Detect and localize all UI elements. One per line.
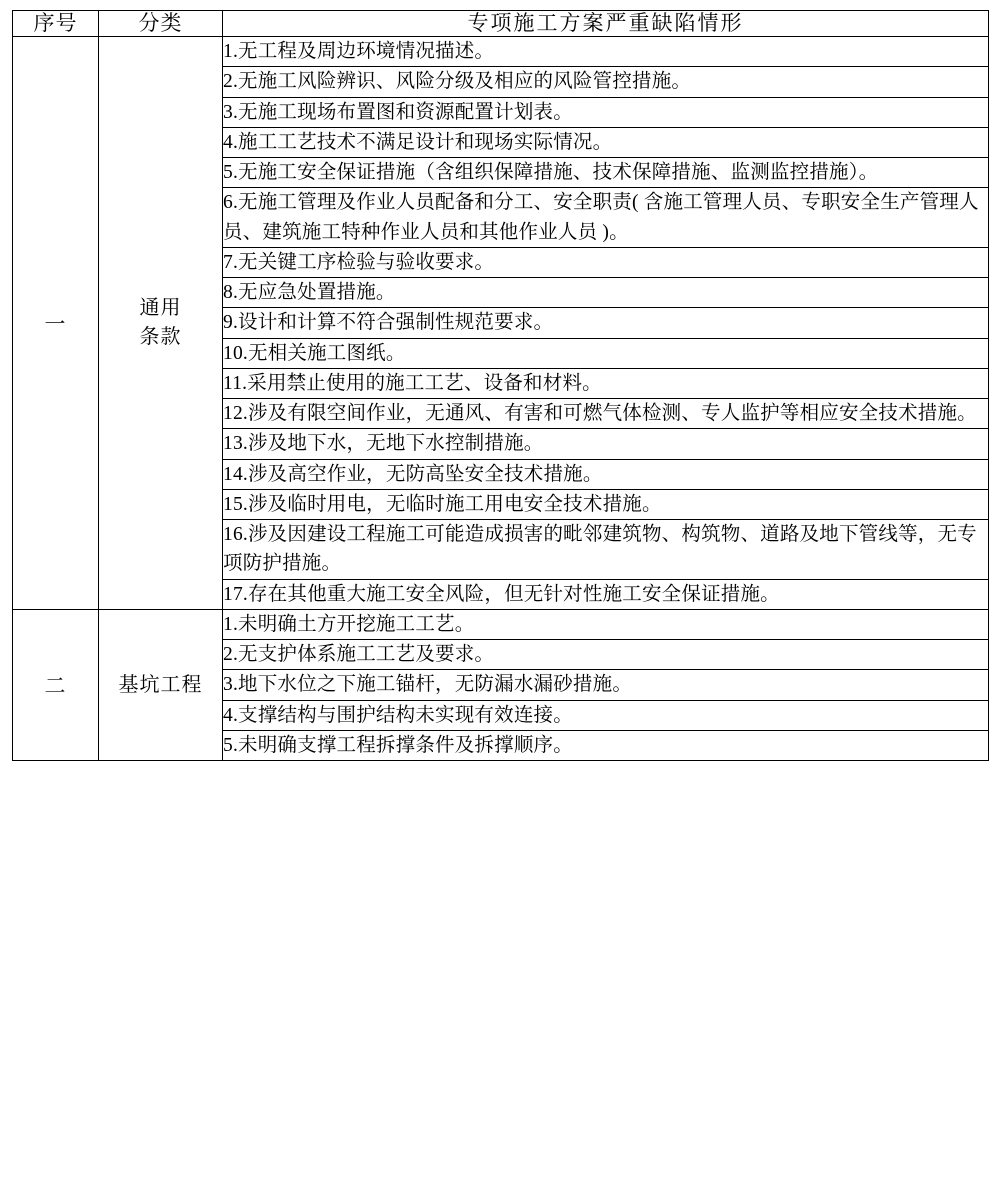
header-description: 专项施工方案严重缺陷情形 [223,11,989,37]
defect-item: 9.设计和计算不符合强制性规范要求。 [223,308,989,338]
group-category-line: 通用 [139,297,182,320]
defect-item: 3.地下水位之下施工锚杆，无防漏水漏砂措施。 [223,670,989,700]
defect-item: 12.涉及有限空间作业，无通风、有害和可燃气体检测、专人监护等相应安全技术措施。 [223,399,989,429]
defect-item: 5.无施工安全保证措施（含组织保障措施、技术保障措施、监测监控措施）。 [223,158,989,188]
header-no: 序号 [13,11,99,37]
defect-item: 17.存在其他重大施工安全风险，但无针对性施工安全保证措施。 [223,579,989,609]
defect-item: 13.涉及地下水，无地下水控制措施。 [223,429,989,459]
defect-item: 16.涉及因建设工程施工可能造成损害的毗邻建筑物、构筑物、道路及地下管线等，无专项防护措施。 [223,520,989,580]
defect-item: 7.无关键工序检验与验收要求。 [223,247,989,277]
table-row [13,609,989,639]
defect-item: 11.采用禁止使用的施工工艺、设备和材料。 [223,368,989,398]
defect-item: 5.未明确支撑工程拆撑条件及拆撑顺序。 [223,730,989,760]
defect-item: 10.无相关施工图纸。 [223,338,989,368]
defect-item: 4.施工工艺技术不满足设计和现场实际情况。 [223,127,989,157]
defect-item: 2.无支护体系施工工艺及要求。 [223,640,989,670]
table-row [13,37,989,67]
group-category [99,37,223,610]
defect-item: 6.无施工管理及作业人员配备和分工、安全职责( 含施工管理人员、专职安全生产管理人员、建筑施工特种作业人员和其他作业人员 )。 [223,188,989,248]
defect-item: 8.无应急处置措施。 [223,278,989,308]
group-no: 二 [13,609,99,760]
defect-item: 15.涉及临时用电，无临时施工用电安全技术措施。 [223,489,989,519]
defect-item: 1.未明确土方开挖施工工艺。 [223,609,989,639]
defect-item: 1.无工程及周边环境情况描述。 [223,37,989,67]
group-category-line: 条款 [139,326,182,349]
defect-item: 14.涉及高空作业，无防高坠安全技术措施。 [223,459,989,489]
group-category [99,609,223,760]
header-category: 分类 [99,11,223,37]
defect-item: 4.支撑结构与围护结构未实现有效连接。 [223,700,989,730]
group-category-line: 基坑工程 [118,673,203,696]
table-header-row [13,11,989,37]
defect-item: 3.无施工现场布置图和资源配置计划表。 [223,97,989,127]
defect-item: 2.无施工风险辨识、风险分级及相应的风险管控措施。 [223,67,989,97]
group-no: 一 [13,37,99,610]
defect-table [12,10,989,761]
